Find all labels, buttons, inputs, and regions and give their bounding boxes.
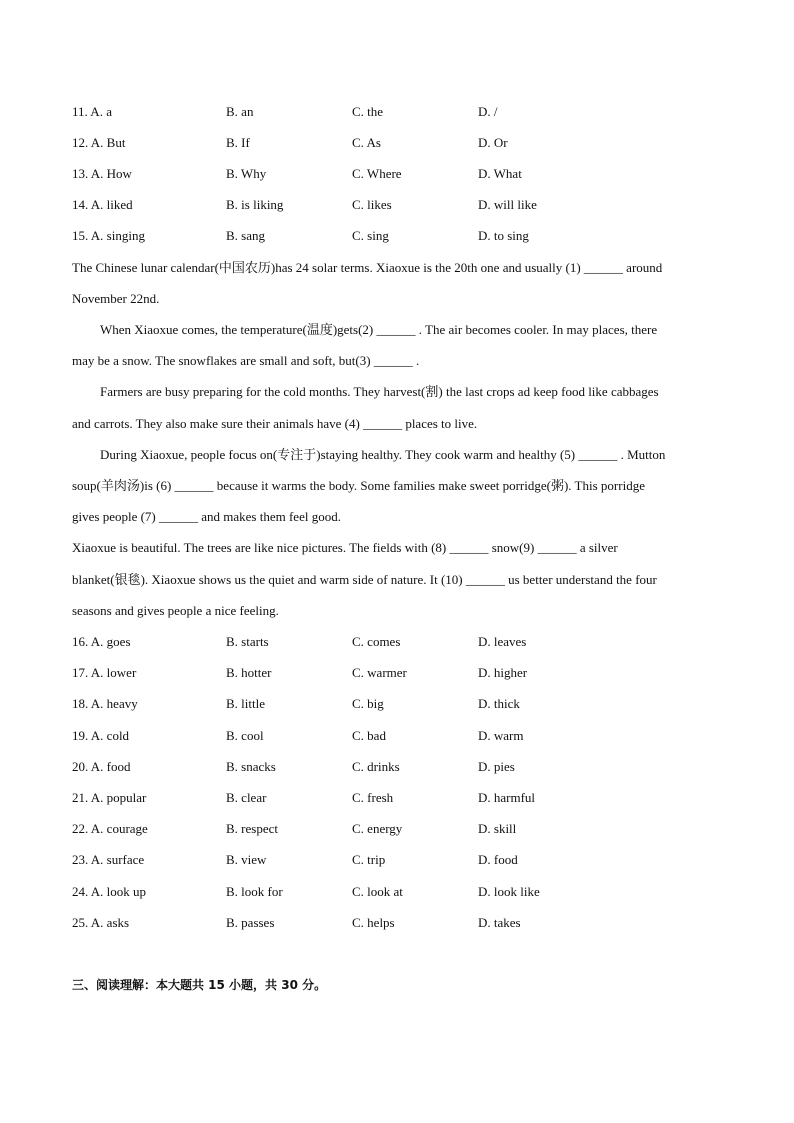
question-row-24 <box>72 883 732 901</box>
option-b: B. If <box>226 135 250 150</box>
passage-line: The Chinese lunar calendar(中国农历)has 24 solar terms. Xiaoxue is the 20th one and usually (1) ______ around <box>72 260 663 275</box>
option-a: 25. A. asks <box>72 915 130 930</box>
option-a: 19. A. cold <box>72 728 130 743</box>
passage-line: blanket(银毯). Xiaoxue shows us the quiet and warm side of nature. It (10) ______ us better understand the four <box>72 572 657 587</box>
question-row-14 <box>72 196 732 214</box>
option-b: B. passes <box>226 915 275 930</box>
question-row-16 <box>72 633 732 651</box>
question-row-15 <box>72 227 732 245</box>
option-a: 23. A. surface <box>72 852 145 867</box>
option-d: D. pies <box>478 759 515 774</box>
passage-line: Farmers are busy preparing for the cold months. They harvest(割) the last crops ad keep food like cabbages <box>100 384 659 399</box>
option-c: C. the <box>352 104 384 119</box>
passage-line: soup(羊肉汤)is (6) ______ because it warms the body. Some families make sweet porridge(粥). This porridge <box>72 478 645 493</box>
option-b: B. hotter <box>226 665 272 680</box>
option-a: 20. A. food <box>72 759 131 774</box>
option-d: D. harmful <box>478 790 536 805</box>
option-a: 11. A. a <box>72 104 112 119</box>
option-c: C. big <box>352 696 384 711</box>
option-d: D. thick <box>478 696 520 711</box>
option-c: C. fresh <box>352 790 394 805</box>
option-c: C. As <box>352 135 381 150</box>
option-c: C. comes <box>352 634 401 649</box>
option-b: B. little <box>226 696 265 711</box>
question-row-18 <box>72 695 732 713</box>
option-c: C. warmer <box>352 665 407 680</box>
question-row-17 <box>72 664 732 682</box>
passage-line: may be a snow. The snowflakes are small and soft, but(3) ______ . <box>72 353 420 368</box>
option-c: C. sing <box>352 228 389 243</box>
option-b: B. snacks <box>226 759 276 774</box>
option-b: B. view <box>226 852 267 867</box>
option-a: 21. A. popular <box>72 790 147 805</box>
option-b: B. Why <box>226 166 267 181</box>
option-d: D. to sing <box>478 228 529 243</box>
option-a: 14. A. liked <box>72 197 133 212</box>
option-a: 17. A. lower <box>72 665 137 680</box>
option-b: B. is liking <box>226 197 284 212</box>
question-row-22 <box>72 820 732 838</box>
option-c: C. likes <box>352 197 392 212</box>
option-a: 22. A. courage <box>72 821 148 836</box>
passage-line: gives people (7) ______ and makes them feel good. <box>72 509 341 524</box>
option-c: C. trip <box>352 852 386 867</box>
option-d: D. will like <box>478 197 537 212</box>
question-row-12 <box>72 134 732 152</box>
option-b: B. respect <box>226 821 278 836</box>
option-b: B. look for <box>226 884 283 899</box>
option-a: 24. A. look up <box>72 884 147 899</box>
option-a: 13. A. How <box>72 166 132 181</box>
passage-line: and carrots. They also make sure their animals have (4) ______ places to live. <box>72 416 478 431</box>
option-b: B. starts <box>226 634 269 649</box>
option-d: D. food <box>478 852 518 867</box>
passage-line: During Xiaoxue, people focus on(专注于)staying healthy. They cook warm and healthy (5) ______ . Mutton <box>100 447 666 462</box>
option-d: D. look like <box>478 884 540 899</box>
option-d: D. takes <box>478 915 521 930</box>
option-d: D. higher <box>478 665 528 680</box>
question-row-20 <box>72 758 732 776</box>
option-c: C. bad <box>352 728 386 743</box>
option-c: C. look at <box>352 884 403 899</box>
option-c: C. drinks <box>352 759 400 774</box>
option-d: D. Or <box>478 135 508 150</box>
question-row-21 <box>72 789 732 807</box>
passage-line: seasons and gives people a nice feeling. <box>72 603 279 618</box>
option-d: D. / <box>478 104 498 119</box>
question-row-23 <box>72 851 732 869</box>
option-a: 16. A. goes <box>72 634 131 649</box>
passage-line: November 22nd. <box>72 291 160 306</box>
section-heading: 三、阅读理解：本大题共 15 小题，共 30 分。 <box>72 978 327 992</box>
question-row-19 <box>72 727 732 745</box>
option-c: C. energy <box>352 821 403 836</box>
question-row-11 <box>72 103 732 121</box>
option-b: B. an <box>226 104 254 119</box>
option-a: 12. A. But <box>72 135 126 150</box>
option-d: D. warm <box>478 728 524 743</box>
option-a: 15. A. singing <box>72 228 145 243</box>
option-b: B. sang <box>226 228 265 243</box>
option-d: D. leaves <box>478 634 527 649</box>
option-d: D. What <box>478 166 522 181</box>
passage-line: Xiaoxue is beautiful. The trees are like nice pictures. The fields with (8) ______ snow(9) ______ a silver <box>72 540 618 555</box>
option-a: 18. A. heavy <box>72 696 138 711</box>
question-row-25 <box>72 914 732 932</box>
option-d: D. skill <box>478 821 517 836</box>
question-row-13 <box>72 165 732 183</box>
option-b: B. cool <box>226 728 264 743</box>
passage-line: When Xiaoxue comes, the temperature(温度)gets(2) ______ . The air becomes cooler. In may places, there <box>100 322 658 337</box>
option-c: C. Where <box>352 166 402 181</box>
option-b: B. clear <box>226 790 267 805</box>
option-c: C. helps <box>352 915 395 930</box>
